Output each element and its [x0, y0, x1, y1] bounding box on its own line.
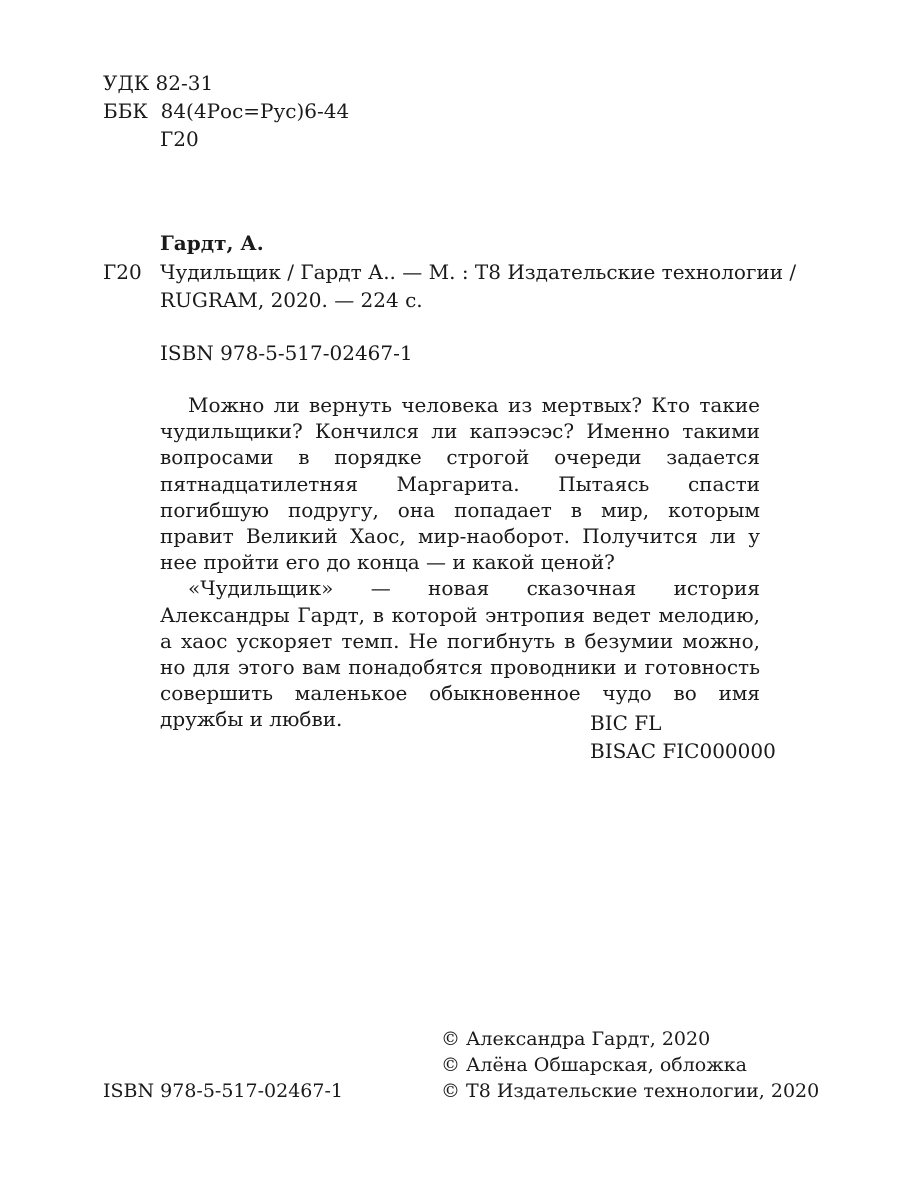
title-line-1: Чудильщик / Гардт А.. — М. : Т8 Издательские технологии / — [160, 260, 797, 284]
annotation-paragraph: Можно ли вернуть человека из мертвых? Кто такие чудильщики? Кончился ли капээсэс? Именно такими вопросами в порядке строгой очереди задается пятнадцатилетняя Маргарита. Пытаясь спасти погибшую подругу, она попадает в мир, которым правит Великий Хаос, мир-наоборот. Получится ли у нее пройти его до конца — и какой ценой? — [160, 393, 760, 575]
isbn-footer: ISBN 978-5-517-02467-1 — [103, 1080, 343, 1102]
bbk-code: ББК 84(4Рос=Рус)6-44 — [103, 99, 350, 123]
copyright-line: © Алёна Обшарская, обложка — [441, 1054, 747, 1076]
copyright-block — [441, 1026, 819, 1104]
author-sign-entry: Г20 — [103, 260, 142, 284]
author-heading: Гардт, А. — [160, 231, 264, 255]
annotation-paragraph: «Чудильщик» — новая сказочная история Александры Гардт, в которой энтропия ведет мелодию, а хаос ускоряет темп. Не погибнуть в безумии можно, но для этого вам понадобятся проводники и готовность совершить маленькое обыкновенное чудо во имя дружбы и любви. — [160, 576, 760, 732]
copyright-line: © Т8 Издательские технологии, 2020 — [441, 1080, 820, 1102]
author-sign-top: Г20 — [160, 127, 199, 151]
annotation — [160, 392, 760, 733]
isbn-entry: ISBN 978-5-517-02467-1 — [160, 341, 413, 365]
bisac-code: BISAC FIC000000 — [590, 739, 776, 763]
bic-code: BIC FL — [590, 711, 662, 735]
title-line-2: RUGRAM, 2020. — 224 с. — [160, 288, 423, 312]
copyright-line: © Александра Гардт, 2020 — [441, 1028, 711, 1050]
udk-code: УДК 82-31 — [103, 71, 214, 95]
